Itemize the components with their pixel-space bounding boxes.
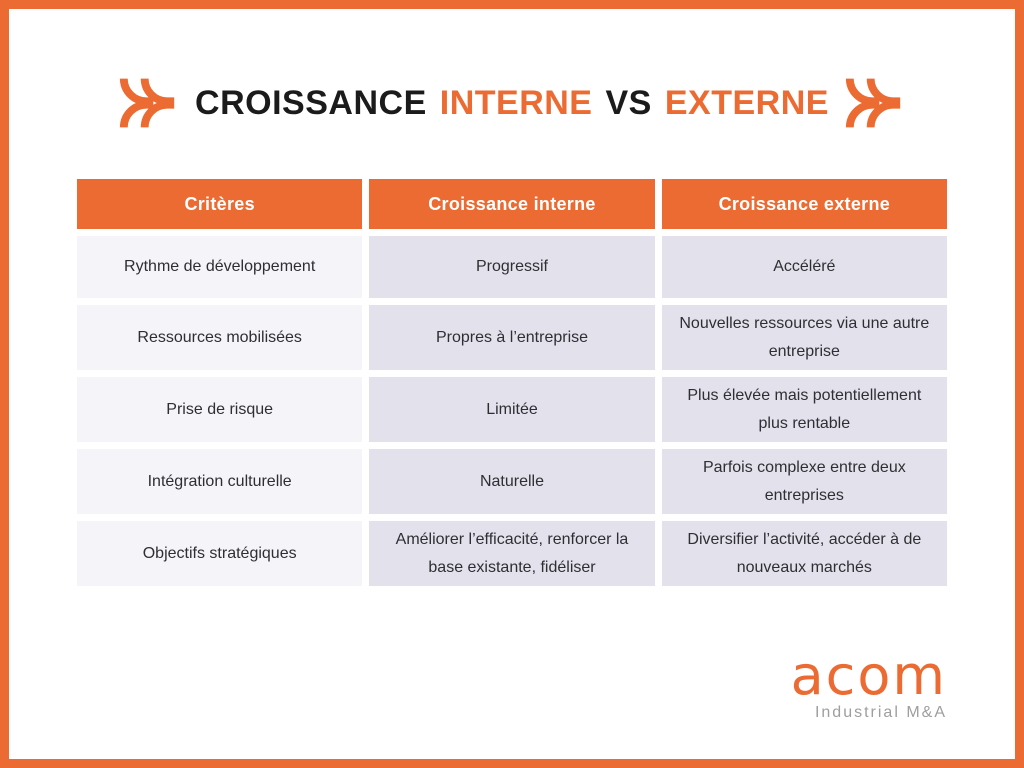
interne-cell: Progressif: [369, 236, 654, 298]
externe-cell: Diversifier l’activité, accéder à de nouveaux marchés: [662, 521, 947, 586]
company-logo: [790, 644, 947, 721]
externe-cell: Nouvelles ressources via une autre entreprise: [662, 305, 947, 370]
header-cell-croissance-interne: Croissance interne: [369, 179, 654, 229]
title-word-externe: EXTERNE: [664, 83, 829, 122]
logo-brand-text: acom: [790, 644, 947, 708]
interne-cell: Améliorer l’efficacité, renforcer la base existante, fidéliser: [369, 521, 654, 586]
interne-cell: Naturelle: [369, 449, 654, 514]
criterion-cell: Prise de risque: [77, 377, 362, 442]
criterion-cell: Objectifs stratégiques: [77, 521, 362, 586]
criterion-cell: Intégration culturelle: [77, 449, 362, 514]
comparison-table: [77, 179, 947, 586]
header-cell-criteres: Critères: [77, 179, 362, 229]
double-chevron-right-icon: [842, 73, 908, 133]
page-title: [195, 84, 829, 123]
double-chevron-right-icon: [116, 73, 182, 133]
title-word-interne: INTERNE: [439, 83, 593, 122]
interne-cell: Limitée: [369, 377, 654, 442]
interne-cell: Propres à l’entreprise: [369, 305, 654, 370]
externe-cell: Accéléré: [662, 236, 947, 298]
criterion-cell: Ressources mobilisées: [77, 305, 362, 370]
header-cell-croissance-externe: Croissance externe: [662, 179, 947, 229]
externe-cell: Parfois complexe entre deux entreprises: [662, 449, 947, 514]
title-word-croissance: CROISSANCE: [195, 83, 427, 122]
title-row: [9, 73, 1015, 133]
externe-cell: Plus élevée mais potentiellement plus rentable: [662, 377, 947, 442]
criterion-cell: Rythme de développement: [77, 236, 362, 298]
title-word-vs: VS: [605, 83, 652, 122]
logo-tagline-text: Industrial M&A: [814, 704, 947, 721]
